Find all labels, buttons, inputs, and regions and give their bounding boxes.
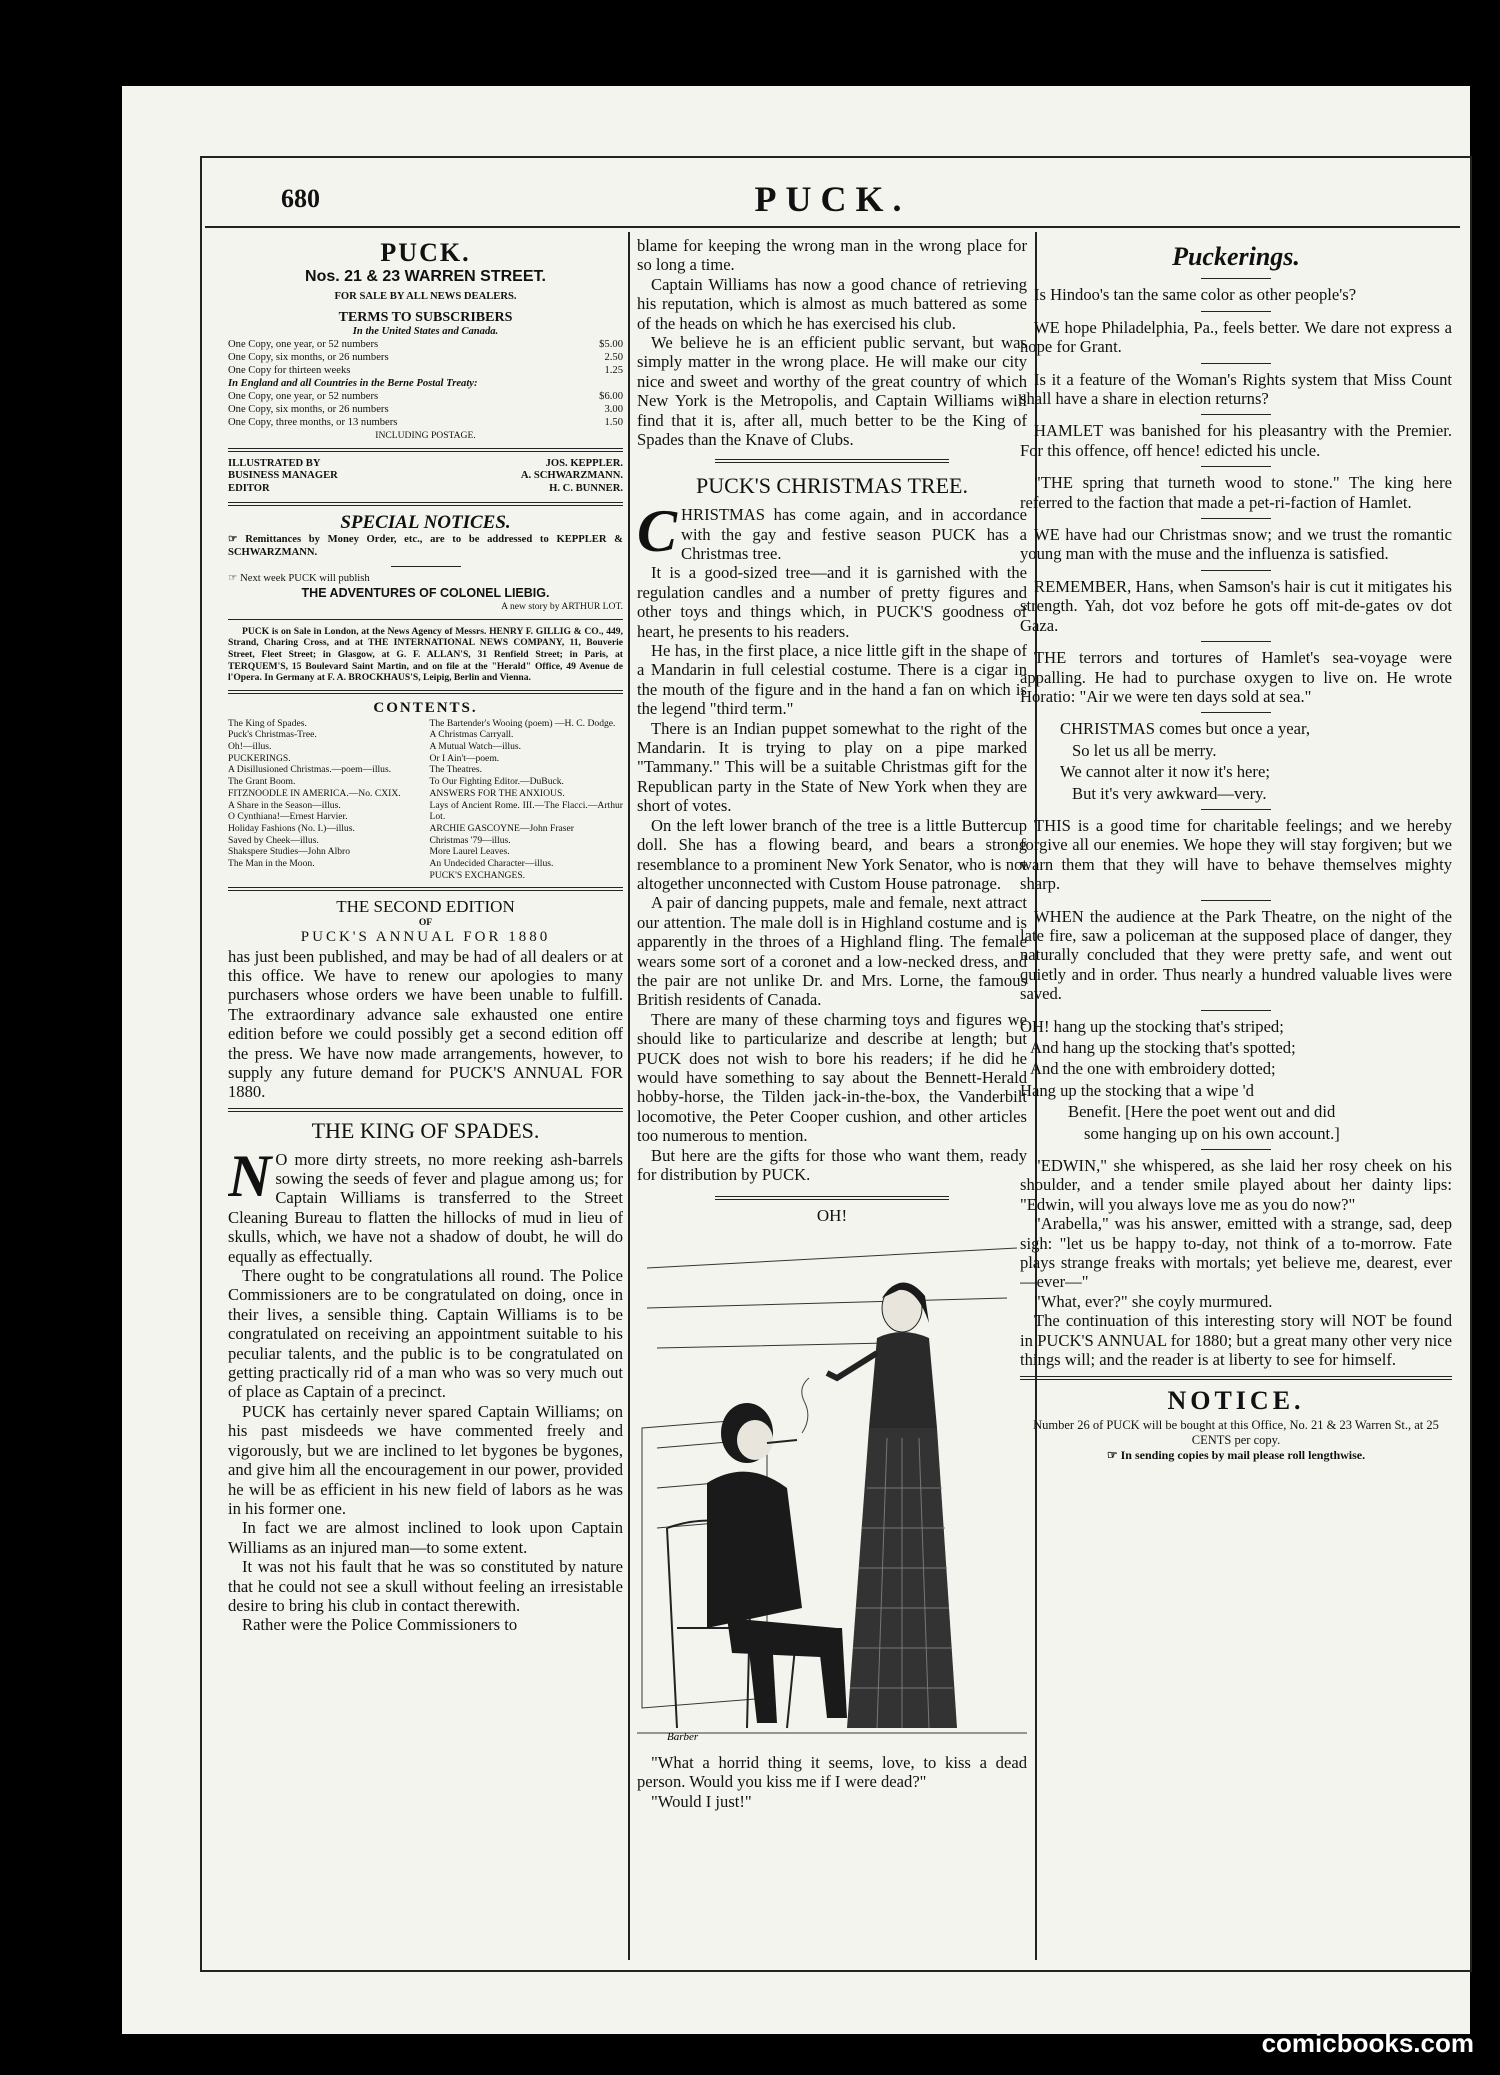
- remittance-notice: ☞ Remittances by Money Order, etc., are to be addressed to KEPPLER & SCHWARZMANN.: [228, 534, 623, 559]
- divider: [1020, 1376, 1452, 1380]
- christmas-tree-heading: PUCK'S CHRISTMAS TREE.: [696, 473, 968, 499]
- puckering-goodtime: THIS is a good time for charitable feelings; and we hereby forgive all our enemies. We hope they will stay forgiven; but we warn them that they will have to behave themselves mighty sharp.: [1020, 815, 1452, 894]
- staff-role: EDITOR: [228, 483, 270, 495]
- verse-line: OH! hang up the stocking that's striped;: [1020, 1016, 1284, 1036]
- king-para-6: Rather were the Police Commissioners to: [242, 1615, 518, 1635]
- tree-para-1: CHRISTMAS has come again, and in accordance with the gay and festive season PUCK has a Christmas tree.: [637, 498, 1027, 565]
- verse-line: And the one with embroidery dotted;: [1030, 1059, 1276, 1079]
- cartoon-caption-2: "Would I just!": [651, 1791, 752, 1811]
- intl-rates: [228, 391, 623, 430]
- king-cont-3: We believe he is an efficient public servant, but was simply matter in the wrong place. He will make our city nice and sweet and worthy of the great country of which New York is the Metropolis, and Captain Williams will find that it is, after all, much better to be the King of Spades than the Knave of Clubs.: [637, 333, 1027, 450]
- contents-entry: ARCHIE GASCOYNE—John Fraser: [429, 822, 574, 834]
- rate-row: [228, 365, 623, 378]
- staff-name: JOS. KEPPLER.: [545, 457, 623, 469]
- staff-role: ILLUSTRATED BY: [228, 457, 321, 469]
- verse-line: We cannot alter it now it's here;: [1060, 762, 1270, 782]
- rate-row: [228, 391, 623, 404]
- contents-entry: A Mutual Watch—illus.: [429, 741, 522, 753]
- king-para-2: There ought to be congratulations all round. The Police Commissioners are to be congratulated on doing, once in their lives, a sensible thing. Captain Williams is to be congratulated on receiving an appointment suitable to his peculiar talents, and the public is to be congratulated on getting practically rid of a man who was so very much out of place as Captain of a precinct.: [228, 1266, 623, 1402]
- puckering-item: Is it a feature of the Woman's Rights system that Miss Count shall have a share in election returns?: [1020, 369, 1452, 409]
- king-cont-1: blame for keeping the wrong man in the wrong place for so long a time.: [637, 236, 1027, 275]
- terms-sub: In the United States and Canada.: [352, 326, 499, 338]
- verse-line: So let us all be merry.: [1072, 740, 1217, 760]
- contents-entry: PUCK'S EXCHANGES.: [429, 869, 526, 881]
- short-rule: [1201, 809, 1271, 810]
- contents-entry: Shakspere Studies—John Albro: [228, 846, 351, 858]
- rate-price: 1.50: [604, 416, 623, 428]
- second-edition-body: has just been published, and may be had of all dealers or at this office. We have to renew our apologies to many purchasers whose orders we have been unable to fulfill. The extraordinary advance sale exhausted one entire edition before we could possibly get a second edition off the press. We have now made arrangements, however, to supply any future demand for PUCK'S ANNUAL FOR 1880.: [228, 946, 623, 1102]
- king-of-spades-heading: THE KING OF SPADES.: [311, 1117, 540, 1143]
- rate-price: 2.50: [604, 352, 623, 364]
- short-rule: [1201, 641, 1271, 642]
- intl-heading: In England and all Countries in the Berne Postal Treaty:: [228, 378, 478, 390]
- divider: [228, 448, 623, 452]
- verse-line: CHRISTMAS comes but once a year,: [1060, 719, 1311, 739]
- rate-row: [228, 404, 623, 417]
- king-para-1: N O more dirty streets, no more reeking ash-barrels sowing the seeds of fever and plague among us; for Captain Williams is transferred to the Street Cleaning Bureau to flatten the hillocks of mud in lieu of skulls, which, we have not a shadow of doubt, he will do equally as effectually.: [228, 1142, 623, 1266]
- contents-entry: O Cynthiana!—Ernest Harvier.: [228, 811, 348, 823]
- staff-name: H. C. BUNNER.: [549, 483, 623, 495]
- short-rule: [1201, 570, 1271, 571]
- watermark: comicbooks.com: [1261, 2028, 1474, 2058]
- king-para-5: It was not his fault that he was so constituted by nature that he could not see a skull without feeling an irresistable desire to bring his club in contact therewith.: [228, 1557, 623, 1615]
- edwin-para: "Arabella," was his answer, emitted with a strange, sad, deep sigh: "let us be happy to-day, not think of a to-morrow. Fate plays strange freaks with mortals; yet believe me, dearest, ever—ever—": [1020, 1214, 1452, 1292]
- contents-entry: Or I Ain't—poem.: [429, 752, 500, 764]
- rate-row: [228, 417, 623, 430]
- puckering-park-theatre: WHEN the audience at the Park Theatre, on the night of the late fire, saw a policeman at the supposed place of danger, they naturally concluded that they were pretty safe, and went out quietly and in order. Thus nearly a hundred valuable lives were saved.: [1020, 906, 1452, 1004]
- notice: [1020, 1386, 1452, 1464]
- running-header: [205, 170, 1460, 230]
- contents-entry: A Christmas Carryall.: [429, 729, 514, 741]
- column-divider-1: [628, 232, 630, 1960]
- puckering-item: Is Hindoo's tan the same color as other people's?: [1034, 285, 1357, 305]
- contents-entry: A Share in the Season—illus.: [228, 799, 341, 811]
- tree-para-7: There are many of these charming toys and figures we should like to particularize and describe at length; but PUCK does not wish to bore his readers; if he did he would have something to say about the Bennett-Herald hobby-horse, the Tilden jack-in-the-box, the Vanderbilt locomotive, the Peter Cooper cushion, and other articles too numerous to mention.: [637, 1009, 1027, 1146]
- edwin-para: "What, ever?" she coyly murmured.: [1034, 1291, 1273, 1311]
- notice-heading: NOTICE.: [1167, 1385, 1305, 1415]
- puckering-item: WE hope Philadelphia, Pa., feels better. We dare not express a hope for Grant.: [1020, 317, 1452, 357]
- puckerings-list: [1020, 278, 1452, 713]
- rate-label: One Copy, six months, or 26 numbers: [228, 352, 389, 364]
- cartoon-title: OH!: [816, 1206, 848, 1226]
- staff-list: [228, 458, 623, 497]
- short-rule: [1201, 278, 1271, 279]
- rate-price: $5.00: [599, 339, 623, 351]
- divider: [715, 1196, 949, 1200]
- cartoon-caption-1: "What a horrid thing it seems, love, to kiss a dead person. Would you kiss me if I were dead?": [637, 1752, 1027, 1792]
- short-rule: [1201, 900, 1271, 901]
- divider: [228, 619, 623, 620]
- rate-row: [228, 352, 623, 365]
- staff-row: [228, 483, 623, 496]
- masthead: [228, 238, 623, 496]
- contents-entry: Christmas '79—illus.: [429, 834, 511, 846]
- short-rule: [1201, 1010, 1271, 1011]
- short-rule: [1201, 518, 1271, 519]
- tree-para-4: There is an Indian puppet somewhat to the right of the Mandarin. It is trying to play on a pipe marked "Tammany." This will be a suitable Christmas gift for the Republican party in the State of New York when they are short of votes.: [637, 718, 1027, 816]
- story-by: A new story by ARTHUR LOT.: [501, 600, 623, 612]
- edwin-para: "EDWIN," she whispered, as she laid her rosy cheek on his shoulder, and a tender smile played about her dainty lips: "Edwin, will you always love me as you do now?": [1020, 1156, 1452, 1214]
- staff-row: [228, 470, 623, 483]
- king-of-spades-article: [228, 1118, 623, 1635]
- contents-entry: FITZNOODLE IN AMERICA.—No. CXIX.: [228, 787, 401, 799]
- divider: [228, 1108, 623, 1112]
- contents-entry: Oh!—illus.: [228, 741, 272, 753]
- pointing-hand-icon: ☞: [1106, 1448, 1121, 1463]
- tree-para-6: A pair of dancing puppets, male and female, next attract our attention. The male doll is in Highland costume and is apparently in the throes of a Highland fling. The female wears some sort of a coronet and a low-necked dress, and the pair are not unlike Dr. and Mrs. Lorne, the famous British residents of Canada.: [637, 893, 1027, 1010]
- divider: [228, 887, 623, 891]
- staff-row: [228, 458, 623, 471]
- terms-heading: TERMS TO SUBSCRIBERS: [338, 310, 513, 326]
- masthead-address: Nos. 21 & 23 WARREN STREET.: [305, 268, 546, 286]
- puckering-item: THE terrors and tortures of Hamlet's sea-voyage were appalling. He had to purchase oxygen to live on. He wrote Horatio: "Air we were ten days sold at sea.": [1020, 648, 1452, 706]
- tree-para-8: But here are the gifts for those who want them, ready for distribution by PUCK.: [637, 1145, 1027, 1185]
- puckering-item: WE have had our Christmas snow; and we trust the romantic young man with the muse and the influenza is satisfied.: [1020, 525, 1452, 564]
- drop-cap: N: [228, 1142, 272, 1209]
- contents-table: [228, 718, 623, 882]
- tree-para-5: On the left lower branch of the tree is a little Buttercup doll. She has a flowing beard, and bears a strong resemblance to a prominent New York Senator, who is not altogether unconnected with Custom House patronage.: [637, 815, 1027, 893]
- tree-para-3: He has, in the first place, a nice little gift in the shape of a Mandarin in full celestial costume. There is a cigar in the mouth of the figure and in the hand a fan on which is the legend "third term.": [637, 641, 1027, 719]
- divider: [228, 690, 623, 694]
- contents-right: [430, 718, 624, 882]
- second-edition-heading: THE SECOND EDITION: [336, 897, 515, 917]
- annual-title: PUCK'S ANNUAL FOR 1880: [300, 929, 551, 946]
- divider: [715, 459, 949, 463]
- contents-entry: More Laurel Leaves.: [429, 846, 510, 858]
- notice-line-1: Number 26 of PUCK will be bought at this Office, No. 21 & 23 Warren St., at 25 CENTS per copy.: [1033, 1417, 1439, 1448]
- column-3: [1020, 236, 1452, 1956]
- page-title: PUCK.: [754, 179, 911, 219]
- divider: [228, 502, 623, 506]
- short-rule: [391, 566, 461, 567]
- verse-line: Benefit. [Here the poet went out and did: [1068, 1102, 1336, 1122]
- contents-entry: The Bartender's Wooing (poem) —H. C. Dodge.: [429, 717, 616, 729]
- contents-entry: A Disillusioned Christmas.—poem—illus.: [228, 764, 392, 776]
- us-rates: [228, 339, 623, 378]
- second-edition-of: OF: [418, 917, 433, 929]
- rate-label: One Copy for thirteen weeks: [228, 365, 351, 377]
- rate-label: One Copy, six months, or 26 numbers: [228, 403, 389, 415]
- verse-line: But it's very awkward—very.: [1072, 783, 1267, 803]
- contents-entry: An Undecided Character—illus.: [429, 858, 554, 870]
- puckerings-heading: Puckerings.: [1172, 242, 1300, 271]
- puckering-item: REMEMBER, Hans, when Samson's hair is cut it mitigates his strength. Yah, dot voz before he gots off mit-de-gates ov dot Gaza.: [1020, 576, 1452, 635]
- contents-entry: To Our Fighting Editor.—DuBuck.: [429, 776, 564, 788]
- verse-stocking: [1020, 1017, 1452, 1143]
- contents-entry: PUCKERINGS.: [228, 752, 291, 764]
- special-notices-heading: SPECIAL NOTICES.: [340, 512, 511, 534]
- contents-entry: Saved by Cheek—illus.: [228, 834, 319, 846]
- verse-line: some hanging up on his own account.]: [1084, 1123, 1340, 1143]
- staff-role: BUSINESS MANAGER: [228, 470, 338, 482]
- column-2: [637, 236, 1027, 1956]
- rate-price: $6.00: [599, 391, 623, 403]
- contents-entry: Holiday Fashions (No. I.)—illus.: [228, 822, 355, 834]
- contents-entry: Lays of Ancient Rome. III.—The Flacci.—Arthur Lot.: [429, 799, 623, 823]
- verse-christmas: [1020, 719, 1452, 803]
- king-para-3: PUCK has certainly never spared Captain Williams; on his past misdeeds we have commented freely and vigorously, but we are inclined to let bygones be bygones, and give him all the encouragement in our power, provided he will be as efficient in his new field of labors as he was in his former one.: [228, 1401, 623, 1518]
- header-rule: [205, 226, 1460, 228]
- tree-para-2: It is a good-sized tree—and it is garnished with the regulation candles and a number of pretty figures and other toys and things which, in PUCK'S goodness of heart, he presents to his readers.: [637, 563, 1027, 641]
- notice-line-2: ☞ In sending copies by mail please roll lengthwise.: [1106, 1448, 1366, 1463]
- next-week-notice: ☞ Next week PUCK will publish: [228, 573, 370, 585]
- short-rule: [1201, 466, 1271, 467]
- cartoon: [637, 1206, 1027, 1811]
- drop-cap: C: [637, 498, 678, 565]
- contents-entry: ANSWERS FOR THE ANXIOUS.: [429, 787, 565, 799]
- short-rule: [1201, 414, 1271, 415]
- artist-signature: Barber: [667, 1731, 699, 1744]
- story-title: THE ADVENTURES OF COLONEL LIEBIG.: [301, 586, 550, 601]
- contents-left: [228, 718, 422, 882]
- contents-entry: Puck's Christmas-Tree.: [228, 729, 317, 741]
- rate-row: [228, 339, 623, 352]
- for-sale-line: FOR SALE BY ALL NEWS DEALERS.: [334, 291, 517, 303]
- short-rule: [1201, 712, 1271, 713]
- short-rule: [1201, 1149, 1271, 1150]
- short-rule: [1201, 363, 1271, 364]
- verse-line: Hang up the stocking that a wipe 'd: [1020, 1080, 1254, 1100]
- christmas-tree-article: [637, 473, 1027, 1184]
- contents-entry: The Grant Boom.: [228, 776, 296, 788]
- edwin-story: [1020, 1156, 1452, 1369]
- second-edition: [228, 897, 623, 1101]
- special-notices: [228, 512, 623, 684]
- edwin-para: The continuation of this interesting story will NOT be found in PUCK'S ANNUAL for 1880; but a great many other very nice things will; and the reader is at liberty to see for himself.: [1020, 1311, 1452, 1370]
- contents-heading: CONTENTS.: [373, 700, 478, 717]
- king-cont-2: Captain Williams has now a good chance of retrieving his reputation, which is almost as much battered as some of the heads on which he has exercised his club.: [637, 274, 1027, 333]
- pointing-hand-icon: ☞: [228, 573, 241, 585]
- puckering-item: "THE spring that turneth wood to stone." The king here referred to the faction that made a pet-ri-faction of Hamlet.: [1020, 473, 1452, 512]
- pointing-hand-icon: ☞: [228, 534, 246, 546]
- masthead-title: PUCK.: [380, 238, 471, 267]
- rate-label: One Copy, three months, or 13 numbers: [228, 416, 398, 428]
- rate-price: 3.00: [604, 403, 623, 415]
- column-1: [228, 236, 623, 1956]
- agencies-notice: PUCK is on Sale in London, at the News Agency of Messrs. HENRY F. GILLIG & CO., 449, Strand, Charing Cross, and at THE INTERNATIONAL NEWS COMPANY, 11, Bouverie Street, Fleet Street; in Glasgow, at G. F. ALLAN'S, 31 Renfield Street; in Paris, at TERQUEM'S, 15 Boulevard Saint Martin, and on file at the "Herald" Office, 49 Avenue de l'Opera. In Germany at F. A. BROCKHAUS'S, Leipig, Berlin and Vienna.: [228, 625, 623, 684]
- king-para-4: In fact we are almost inclined to look upon Captain Williams as an injured man—to some extent.: [228, 1518, 623, 1557]
- postage-note: INCLUDING POSTAGE.: [375, 429, 476, 441]
- verse-line: And hang up the stocking that's spotted;: [1030, 1038, 1296, 1057]
- puckering-item: HAMLET was banished for his pleasantry with the Premier. For this offence, off hence! edicted his uncle.: [1020, 421, 1452, 460]
- page-number: 680: [281, 184, 320, 213]
- contents-entry: The Man in the Moon.: [228, 858, 315, 870]
- short-rule: [1201, 311, 1271, 312]
- cartoon-illustration: [637, 1228, 1027, 1748]
- rate-label: One Copy, one year, or 52 numbers: [228, 339, 379, 351]
- contents: [228, 700, 623, 881]
- rate-price: 1.25: [604, 365, 623, 377]
- contents-entry: The Theatres.: [429, 764, 483, 776]
- contents-entry: The King of Spades.: [228, 717, 307, 729]
- staff-name: A. SCHWARZMANN.: [520, 470, 623, 482]
- rate-label: One Copy, one year, or 52 numbers: [228, 391, 379, 403]
